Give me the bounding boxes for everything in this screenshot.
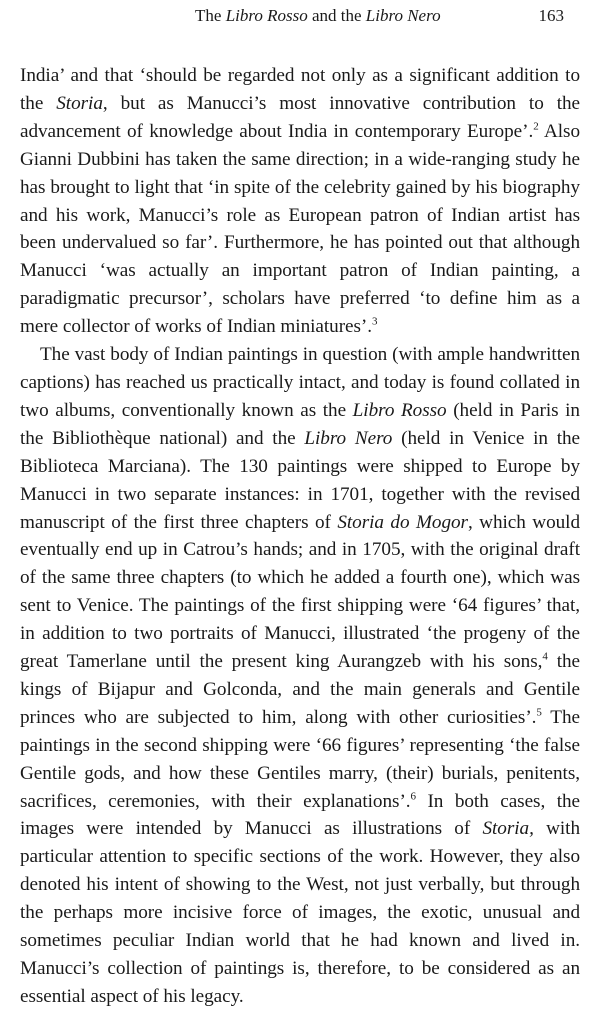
- italic-text: Storia: [56, 92, 103, 114]
- running-head-part: The: [195, 6, 226, 25]
- page-number: 163: [538, 6, 564, 25]
- body-text: [20, 62, 580, 1011]
- footnote-marker: 4: [542, 650, 548, 663]
- running-head-part: Libro Nero: [365, 6, 441, 25]
- text-run: the kings of Bijapur and Golconda, and the main generals and Gentile princes who are subjected to him, along with other curiosities’.: [20, 651, 580, 728]
- text-run: India’ and that ‘should be regarded not only as a significant addition to the: [20, 65, 580, 114]
- text-run: , but as Manucci’s most innovative contribution to the advancement of knowledge about India in contemporary Europe’.: [20, 92, 580, 142]
- text-run: The vast body of Indian paintings in question (with ample handwritten captions) has reached us practically intact, and today is found collated in two albums, conventionally known as the: [20, 344, 580, 421]
- paragraph: [20, 341, 580, 1011]
- italic-text: Libro Rosso: [352, 399, 447, 421]
- text-run: (held in Paris in the Bibliothèque national) and the: [20, 399, 580, 449]
- text-run: The paintings in the second shipping were ‘66 figures’ representing ‘the false Gentile gods, and how these Gentiles marry, (their) burials, penitents, sacrifices, ceremonies, with their explanations’.: [20, 706, 580, 812]
- footnote-marker: 2: [533, 120, 539, 133]
- paragraph: [20, 62, 580, 341]
- running-head-part: and the: [307, 6, 366, 25]
- italic-text: Storia,: [482, 818, 534, 840]
- text-run: (held in Venice in the Biblioteca Marciana). The 130 paintings were shipped to Europe by Manucci in two separate instances: in 1701, together with the revised manuscript of the first three chapters of: [20, 427, 581, 533]
- page-header: [20, 0, 580, 40]
- text-run: Also Gianni Dubbini has taken the same direction; in a wide-ranging study he has brought to light that ‘in spite of the celebrity gained by his biography and his work, Manucci’s role as European patron of Indian artist has been undervalued so far’. Furthermore, he has pointed out that although Manucci ‘was actually an important patron of Indian painting, a paradigmatic precursor’, scholars have preferred ‘to define him as a mere collector of works of Indian miniatures’.: [20, 120, 580, 338]
- text-run: with particular attention to specific sections of the work. However, they also denoted his intent of showing to the West, not just verbally, but through the perhaps more incisive force of images, the exotic, unusual and sometimes peculiar Indian world that he had known and lived in. Manucci’s collection of paintings is, therefore, to be considered as an essential aspect of his legacy.: [20, 818, 580, 1007]
- running-head: [195, 6, 441, 26]
- italic-text: Storia do Mogor: [337, 511, 468, 533]
- text-run: , which would eventually end up in Catrou’s hands; and in 1705, with the original draft of the same three chapters (to which he added a fourth one), which was sent to Venice. The paintings of the first shipping were ‘64 figures’ that, in addition to two portraits of Manucci, illustrated ‘the progeny of the great Tamerlane until the present king Aurangzeb with his sons,: [20, 511, 580, 673]
- footnote-marker: 6: [410, 790, 416, 803]
- running-head-part: Libro Rosso: [225, 6, 308, 25]
- italic-text: Libro Nero: [304, 427, 393, 449]
- text-run: In both cases, the images were intended by Manucci as illustrations of: [20, 790, 580, 840]
- footnote-marker: 3: [372, 315, 378, 328]
- footnote-marker: 5: [536, 706, 542, 719]
